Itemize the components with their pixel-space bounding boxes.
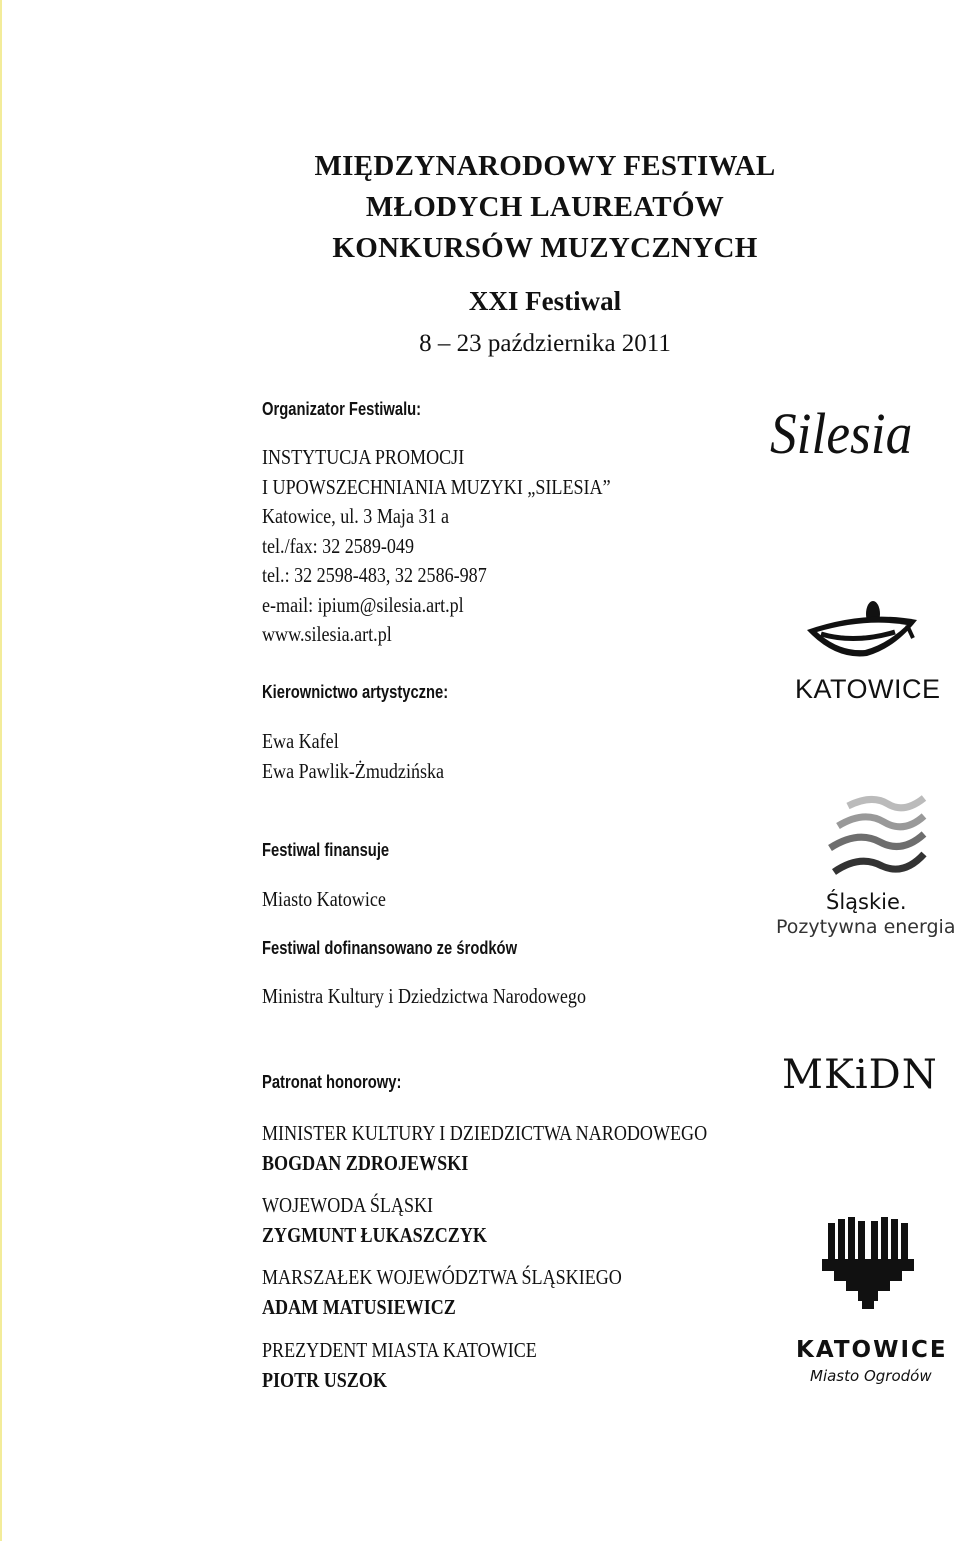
katowice-spodek-logo: [795, 598, 945, 708]
cofunder-name: Ministra Kultury i Dziedzictwa Narodowego: [262, 984, 586, 1008]
festival-dates: 8 – 23 października 2011: [419, 330, 671, 357]
katowice-city-logo: [796, 1215, 946, 1390]
festival-edition: XXI Festiwal: [468, 286, 622, 316]
spodek-city-name: KATOWICE: [795, 674, 941, 704]
patron-entry: [262, 1263, 622, 1322]
artistic-direction-label: Kierownictwo artystyczne:: [262, 682, 449, 702]
funding-label: Festiwal finansuje: [262, 840, 390, 860]
director-name: Ewa Pawlik-Żmudzińska: [262, 758, 445, 783]
organizer-address: Katowice, ul. 3 Maja 31 a: [262, 504, 450, 528]
patron-name: PIOTR USZOK: [262, 1367, 387, 1392]
slaskie-logo: [772, 792, 957, 944]
patron-name: ZYGMUNT ŁUKASZCZYK: [262, 1222, 487, 1247]
organizer-email: e-mail: ipium@silesia.art.pl: [262, 592, 464, 617]
page-edge-accent: [0, 0, 2, 1541]
patron-title: PREZYDENT MIASTA KATOWICE: [262, 1338, 537, 1362]
festival-title-line-2: MŁODYCH LAUREATÓW: [365, 191, 725, 223]
silesia-logo: [770, 400, 945, 490]
organizer-fax: tel./fax: 32 2589-049: [262, 533, 414, 558]
patron-entry: [262, 1119, 707, 1178]
silesia-wordmark: Silesia: [770, 401, 913, 466]
organizer-block: [262, 443, 611, 650]
organizer-label: Organizator Festiwalu:: [262, 399, 422, 419]
festival-title-line-3: KONKURSÓW MUZYCZNYCH: [332, 232, 758, 264]
festival-title-line-1: MIĘDZYNARODOWY FESTIWAL: [314, 150, 776, 182]
patron-title: MINISTER KULTURY I DZIEDZICTWA NARODOWEGO: [262, 1121, 708, 1145]
patronage-label: Patronat honorowy:: [262, 1072, 402, 1092]
patron-entry: [262, 1191, 487, 1250]
katowice-city-name: KATOWICE: [796, 1337, 948, 1363]
patron-title: MARSZAŁEK WOJEWÓDZTWA ŚLĄSKIEGO: [262, 1265, 622, 1289]
katowice-city-tagline: Miasto Ogrodów: [810, 1367, 932, 1385]
cofunding-label: Festiwal dofinansowano ze środków: [262, 938, 518, 958]
slaskie-tagline: Pozytywna energia: [776, 916, 956, 938]
funder-name: Miasto Katowice: [262, 887, 386, 911]
organizer-phone: tel.: 32 2598-483, 32 2586-987: [262, 563, 487, 587]
artistic-direction-names: [262, 727, 444, 786]
katowice-heart-icon: [818, 1215, 918, 1310]
slaskie-name: Śląskie.: [826, 890, 907, 914]
patron-name: ADAM MATUSIEWICZ: [262, 1294, 456, 1319]
patron-title: WOJEWODA ŚLĄSKI: [262, 1193, 434, 1217]
organizer-website: www.silesia.art.pl: [262, 622, 392, 646]
patron-name: BOGDAN ZDROJEWSKI: [262, 1150, 469, 1175]
patron-entry: [262, 1336, 537, 1395]
organizer-line: I UPOWSZECHNIANIA MUZYKI „SILESIA”: [262, 474, 611, 499]
slaskie-waves-icon: [820, 792, 930, 882]
festival-header: [200, 146, 890, 361]
director-name: Ewa Kafel: [262, 729, 339, 753]
spodek-icon: [795, 598, 945, 668]
mkidn-logo: [782, 1052, 957, 1102]
organizer-line: INSTYTUCJA PROMOCJI: [262, 445, 465, 469]
mkidn-wordmark: MKiDN: [782, 1052, 938, 1098]
